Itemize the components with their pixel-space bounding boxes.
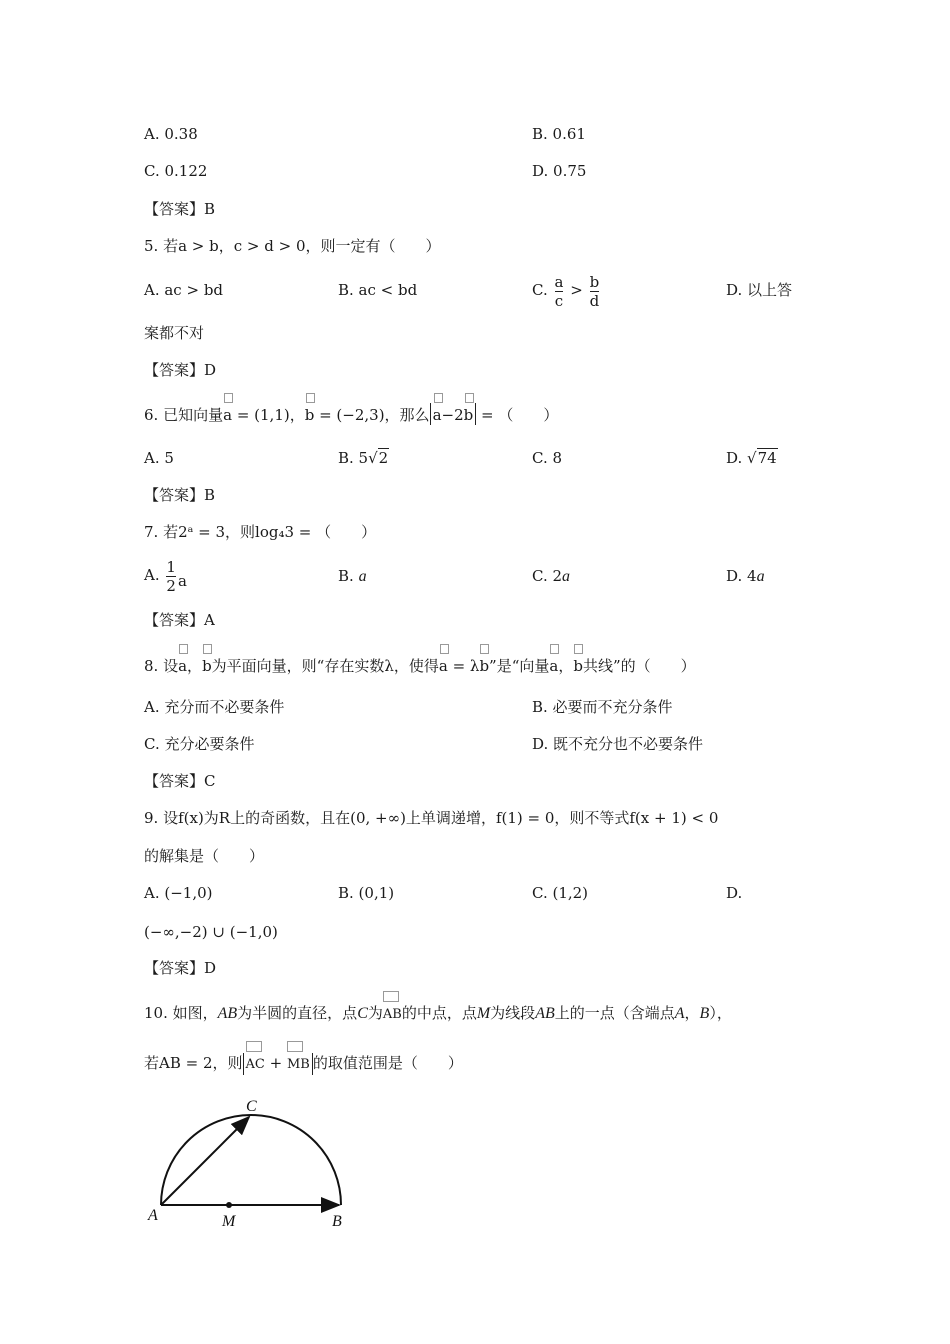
q6-abs-expression [430, 403, 477, 425]
q9-option-a: A. (−1,0) [144, 884, 213, 902]
q6-option-a: A. 5 [144, 449, 174, 467]
vec-letter: b [304, 406, 315, 424]
q10-stem-line1 [144, 1003, 732, 1025]
q7-option-b-label: B. [338, 567, 354, 585]
vector-a [549, 654, 558, 676]
semicircle-arc [161, 1115, 341, 1205]
q6-option-b-label: B. 5 [338, 449, 369, 467]
q7-option-c [532, 566, 570, 587]
q4-option-b: B. 0.61 [532, 125, 586, 143]
q10-text: 的中点，点 [401, 1004, 477, 1022]
q5-option-d-cont: 案都不对 [144, 324, 205, 342]
q10-text: 的取值范围是（ ） [312, 1054, 463, 1072]
q6-option-d-label: D. [726, 449, 743, 467]
q10-var: B [699, 1005, 710, 1022]
q6-option-b [338, 448, 389, 468]
vector-b [464, 403, 474, 425]
frac-den: c [554, 291, 564, 310]
q10-text: 10. 如图， [144, 1004, 218, 1022]
var-a: a [177, 572, 187, 590]
frac-den: 2 [166, 576, 176, 595]
q9-stem-line1: 9. 设f(x)为R上的奇函数，且在(0, +∞)上单调递增，f(1) = 0，则不等式f(x + 1) < 0 [144, 809, 719, 827]
vector-b [573, 654, 583, 676]
q4-option-d: D. 0.75 [532, 162, 587, 180]
q4-option-c: C. 0.122 [144, 162, 208, 180]
q8-option-d: D. 既不充分也不必要条件 [532, 735, 704, 753]
q10-var: M [476, 1005, 491, 1022]
vec-letter: b [479, 657, 490, 675]
var-a: a [358, 568, 367, 585]
q7-option-b [338, 566, 367, 587]
vector-b [202, 654, 212, 676]
vector-ac [246, 1053, 265, 1075]
q4-answer: 【答案】B [144, 200, 216, 218]
q5-stem: 5. 若a > b，c > d > 0，则一定有（ ） [144, 237, 441, 255]
semicircle-figure [140, 1090, 370, 1230]
q8-text: ， [558, 657, 574, 675]
label-c: C [246, 1098, 257, 1115]
sqrt-symbol: √74 [747, 449, 777, 467]
q6-option-d [726, 448, 778, 468]
q5-option-a: A. ac > bd [144, 281, 224, 299]
q10-stem-line2 [144, 1053, 463, 1075]
vec-letter: a [549, 657, 559, 675]
q7-stem: 7. 若2ᵃ = 3，则log₄3 = （ ） [144, 523, 377, 541]
label-a: A [148, 1207, 158, 1224]
arc-ab [383, 1003, 402, 1025]
q10-var: C [357, 1005, 368, 1022]
q9-option-d: D. [726, 884, 743, 902]
q6-stem [144, 403, 558, 425]
q5-option-b: B. ac < bd [338, 281, 418, 299]
q10-text: 若AB = 2，则 [144, 1054, 243, 1072]
q10-var: AB [217, 1005, 238, 1022]
radicand: 2 [378, 449, 389, 467]
q8-text: ， [187, 657, 203, 675]
q10-text: 为半圆的直径，点 [237, 1004, 358, 1022]
q5-fraction-a-c [555, 274, 564, 309]
q6-option-c: C. 8 [532, 449, 563, 467]
q8-text: 为平面向量，则“存在实数λ，使得 [211, 657, 439, 675]
vec-label: AC [245, 1057, 265, 1072]
q6-answer: 【答案】B [144, 486, 216, 504]
frac-num: 1 [166, 557, 176, 576]
q6-stem-text: 6. 已知向量 [144, 406, 224, 424]
label-m: M [222, 1213, 236, 1230]
q8-option-a: A. 充分而不必要条件 [144, 698, 285, 716]
q7-option-d-label: D. 4 [726, 567, 757, 585]
var-a: a [756, 568, 765, 585]
q10-text: 上的一点（含端点 [554, 1004, 675, 1022]
q8-text: ”是“向量 [489, 657, 550, 675]
point-m [226, 1202, 232, 1208]
vector-a [178, 654, 187, 676]
label-b: B [332, 1213, 342, 1230]
q9-stem-line2: 的解集是（ ） [144, 847, 265, 865]
sqrt-symbol: √2 [368, 449, 389, 467]
frac-den: d [589, 291, 600, 310]
q5-option-d: D. 以上答 [726, 281, 793, 299]
q6-eq1: = (1,1)， [232, 406, 305, 424]
q7-option-a [144, 553, 187, 597]
radicand: 74 [757, 449, 777, 467]
var-a: a [562, 568, 571, 585]
q8-stem [144, 654, 696, 676]
q10-text: ）， [709, 1004, 732, 1022]
frac-num: b [589, 272, 600, 291]
q7-option-a-label: A. [144, 566, 160, 584]
q9-answer: 【答案】D [144, 959, 217, 977]
vector-a [433, 403, 442, 425]
vector-ac-line [161, 1117, 249, 1205]
q8-text: 8. 设 [144, 657, 179, 675]
q7-answer: 【答案】A [144, 611, 215, 629]
q9-option-d-cont: (−∞,−2) ∪ (−1,0) [144, 923, 278, 941]
plus-sign: + [264, 1054, 287, 1072]
vector-a [439, 654, 448, 676]
q5-option-c-label: C. [532, 281, 548, 299]
vector-b [479, 654, 489, 676]
q6-eq2: = (−2,3)，那么 [314, 406, 430, 424]
q7-fraction-half [166, 559, 176, 594]
q7-option-c-label: C. 2 [532, 567, 563, 585]
q10-text: ， [684, 1004, 700, 1022]
q9-option-c: C. (1,2) [532, 884, 589, 902]
q6-tail: = （ ） [476, 406, 559, 424]
vector-a [223, 403, 232, 425]
minus-two: −2 [441, 406, 464, 424]
vec-letter: a [432, 406, 442, 424]
vec-letter: a [178, 657, 188, 675]
vec-letter: a [438, 657, 448, 675]
vector-mb [287, 1053, 310, 1075]
q9-option-b: B. (0,1) [338, 884, 395, 902]
vec-letter: b [573, 657, 583, 675]
vec-label: MB [286, 1057, 310, 1072]
vector-b [305, 403, 315, 425]
q4-option-a: A. 0.38 [144, 125, 198, 143]
q7-option-d [726, 566, 765, 587]
arc-label: AB [382, 1007, 402, 1022]
q8-text: 共线”的（ ） [582, 657, 696, 675]
frac-num: a [554, 272, 564, 291]
vec-letter: b [202, 657, 212, 675]
vec-letter: a [223, 406, 233, 424]
q5-option-c [532, 268, 601, 312]
q8-option-c: C. 充分必要条件 [144, 735, 255, 753]
q10-var: AB [535, 1005, 555, 1022]
q10-abs-expression [243, 1053, 313, 1075]
q8-text: = λ [447, 657, 480, 675]
q10-var: A [674, 1005, 685, 1022]
q8-answer: 【答案】C [144, 772, 216, 790]
q5-answer: 【答案】D [144, 361, 217, 379]
q10-text: 为 [367, 1004, 383, 1022]
q10-text: 为线段 [490, 1004, 536, 1022]
q5-fraction-b-d [590, 274, 600, 309]
gt-sign: > [570, 281, 583, 299]
vec-letter: b [463, 406, 474, 424]
q8-option-b: B. 必要而不充分条件 [532, 698, 673, 716]
